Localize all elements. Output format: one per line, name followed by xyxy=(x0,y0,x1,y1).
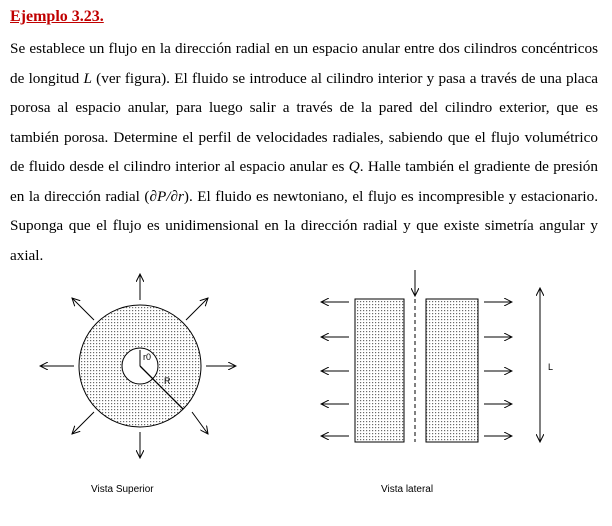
left-porous-wall xyxy=(355,299,404,442)
figure-annular-flow xyxy=(0,262,612,526)
label-L: L xyxy=(548,362,554,372)
text-part-2: (ver figura). El fluido se introduce al cilindro interior y pasa a través de una placa porosa al espacio anular, para luego salir a través de la pared del cilindro exterior, que es también porosa. Determine el perfil de velocidades radiales, sabiendo que el flujo volumétrico de fluido desde el cilindro interior al espacio anular es xyxy=(10,69,598,175)
text-part-1: Se establece un flujo en la dirección radial en un espacio anular entre dos cilindros concéntricos de longitud xyxy=(10,40,598,87)
caption-top-view: Vista Superior xyxy=(91,484,154,495)
right-outflow-arrows xyxy=(484,302,512,436)
label-R: R xyxy=(164,376,171,386)
problem-statement xyxy=(10,34,598,270)
example-title: Ejemplo 3.23. xyxy=(10,8,104,25)
pressure-gradient-symbol: ∂P/∂r xyxy=(149,187,184,205)
text-part-3: . Halle también el gradiente de presión en la dirección radial ( xyxy=(10,158,598,205)
side-view-diagram xyxy=(321,270,553,442)
label-r0: r0 xyxy=(143,352,152,362)
left-outflow-arrows xyxy=(321,302,349,436)
top-view-diagram xyxy=(40,274,236,458)
symbol-Q: Q xyxy=(348,158,360,175)
symbol-L: L xyxy=(83,69,92,87)
caption-side-view: Vista lateral xyxy=(381,484,434,495)
right-porous-wall xyxy=(426,299,478,442)
text-part-4: ). El fluido es newtoniano, el flujo es incompresible y estacionario. Suponga que el flujo es unidimensional en la dirección radial y que existe simetría angular y axial. xyxy=(10,187,598,264)
